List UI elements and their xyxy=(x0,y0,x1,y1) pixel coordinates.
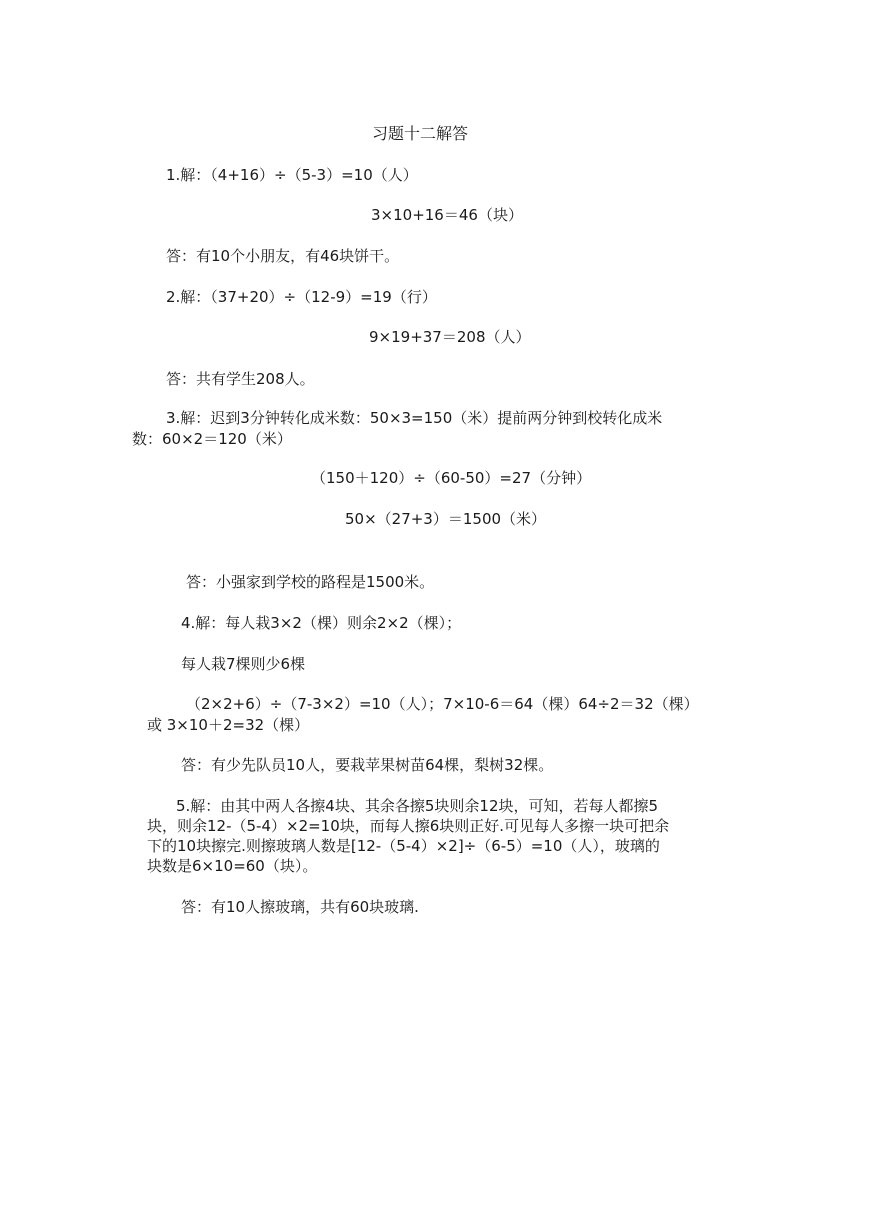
problem-3-line-1: 3.解：迟到3分钟转化成米数：50×3=150（米）提前两分钟到校转化成米 xyxy=(166,409,663,427)
problem-4-line-1: 4.解：每人栽3×2（棵）则余2×2（棵）； xyxy=(181,614,462,632)
problem-1-line-1: 1.解：（4+16）÷（5-3）=10（人） xyxy=(166,166,418,184)
problem-3-line-4: 50×（27+3）＝1500（米） xyxy=(345,510,547,528)
problem-5-line-3: 下的10块擦完.则擦玻璃人数是[12-（5-4）×2]÷（6-5）=10（人），玻璃的 xyxy=(147,837,660,855)
problem-4-line-2: 每人栽7棵则少6棵 xyxy=(181,655,306,673)
problem-4-line-3: （2×2+6）÷（7-3×2）=10（人）；7×10-6＝64（棵）64÷2＝32（棵） xyxy=(186,695,699,713)
problem-5-line-4: 块数是6×10=60（块）。 xyxy=(147,857,318,875)
problem-5-line-2: 块，则余12-（5-4）×2=10块，而每人擦6块则正好.可见每人多擦一块可把余 xyxy=(147,817,670,835)
problem-5-answer: 答：有10人擦玻璃，共有60块玻璃. xyxy=(181,898,419,916)
problem-1-answer: 答：有10个小朋友，有46块饼干。 xyxy=(166,247,400,265)
problem-2-line-1: 2.解：（37+20）÷（12-9）=19（行） xyxy=(166,288,437,306)
problem-5-line-1: 5.解：由其中两人各擦4块、其余各擦5块则余12块，可知，若每人都擦5 xyxy=(176,797,659,815)
problem-2-line-2: 9×19+37＝208（人） xyxy=(369,328,531,346)
problem-3-line-2: 数：60×2＝120（米） xyxy=(132,430,292,448)
problem-1-line-2: 3×10+16＝46（块） xyxy=(371,206,523,224)
problem-3-line-3: （150＋120）÷（60-50）=27（分钟） xyxy=(311,469,592,487)
problem-3-answer: 答：小强家到学校的路程是1500米。 xyxy=(186,573,435,591)
problem-2-answer: 答：共有学生208人。 xyxy=(166,370,315,388)
problem-4-line-4: 或 3×10＋2=32（棵） xyxy=(147,716,310,734)
page-title: 习题十二解答 xyxy=(372,124,469,143)
problem-4-answer: 答：有少先队员10人，要栽苹果树苗64棵，梨树32棵。 xyxy=(181,756,554,774)
